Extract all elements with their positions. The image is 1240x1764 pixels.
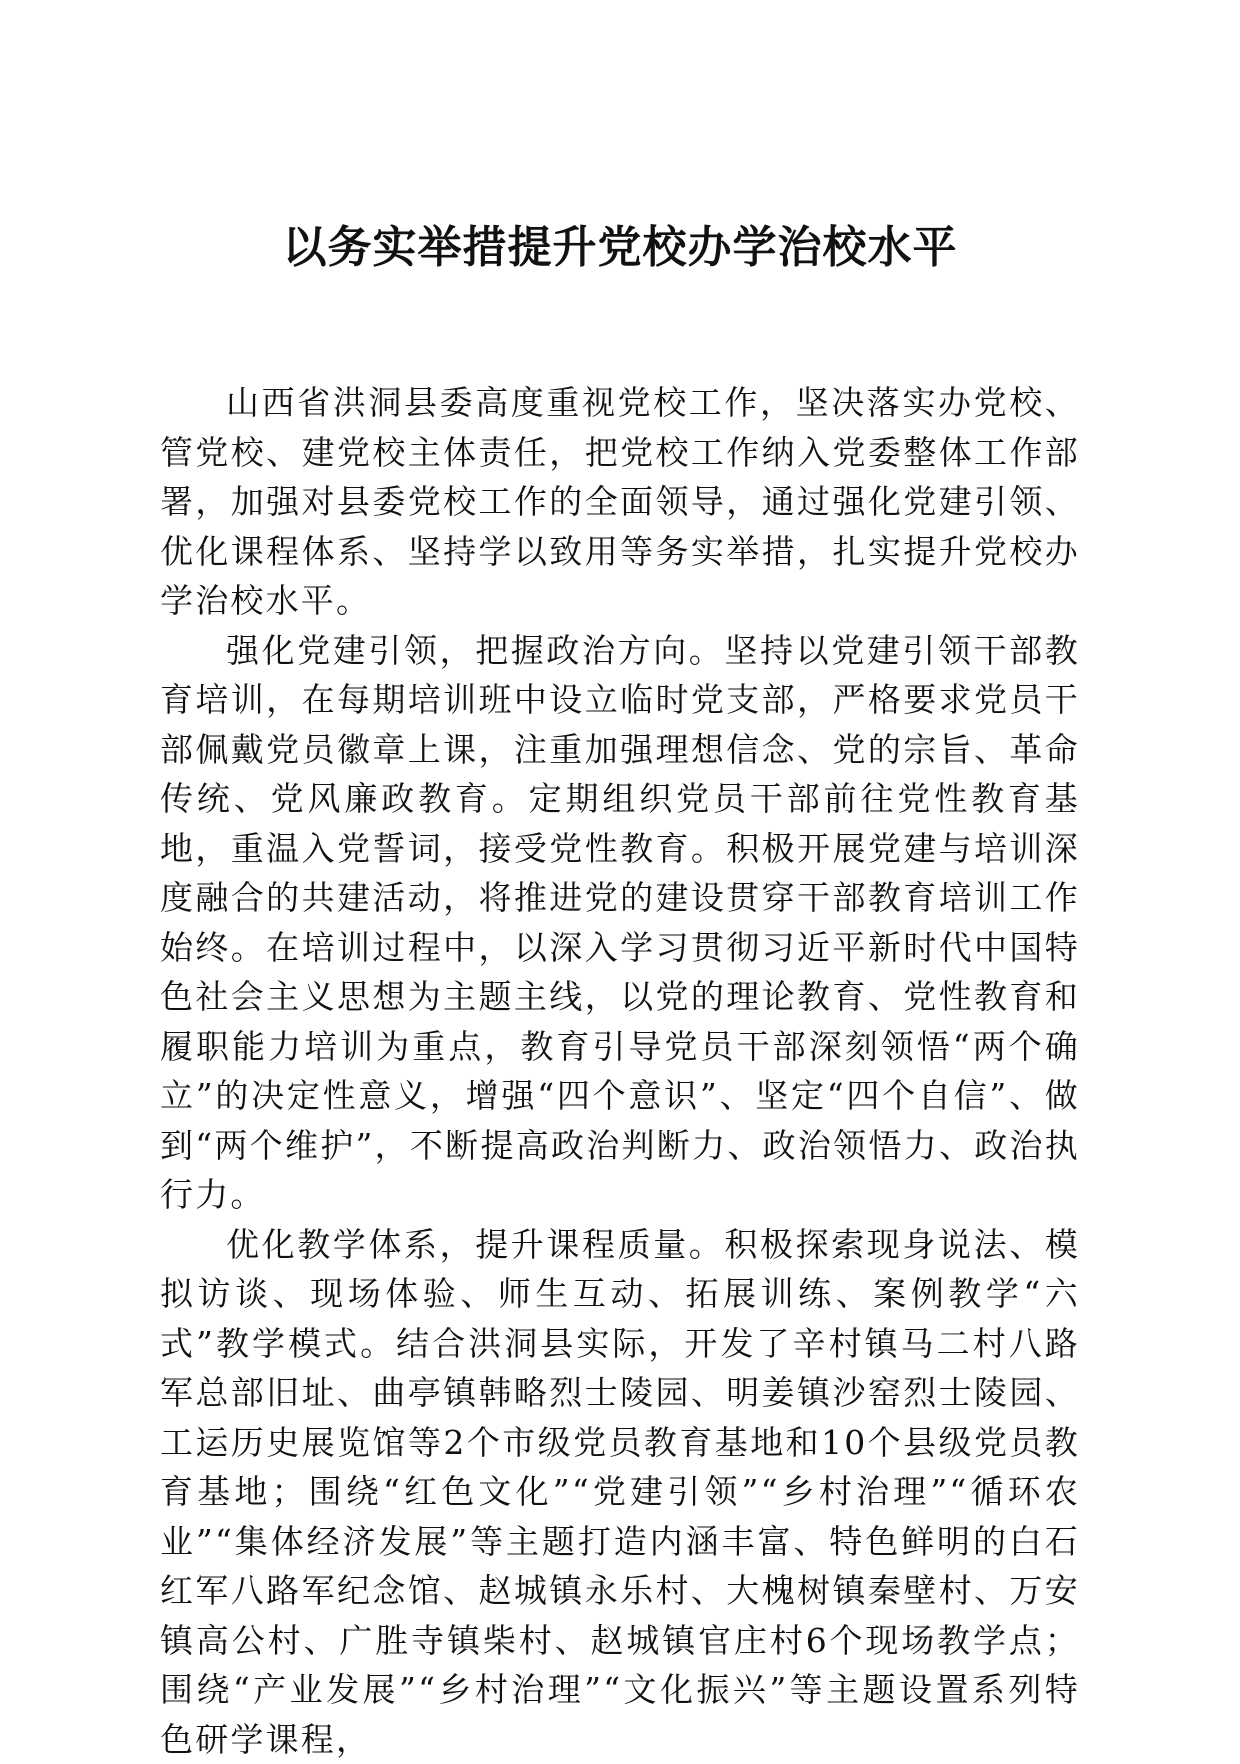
document-title: 以务实举措提升党校办学治校水平 [0,220,1240,276]
paragraph-party-building: 强化党建引领，把握政治方向。坚持以党建引领干部教育培训，在每期培训班中设立临时党支部，严格要求党员干部佩戴党员徽章上课，注重加强理想信念、党的宗旨、革命传统、党风廉政教育。定期组织党员干部前往党性教育基地，重温入党誓词，接受党性教育。积极开展党建与培训深度融合的共建活动，将推进党的建设贯穿干部教育培训工作始终。在培训过程中，以深入学习贯彻习近平新时代中国特色社会主义思想为主题主线，以党的理论教育、党性教育和履职能力培训为重点，教育引导党员干部深刻领悟“两个确立”的决定性意义，增强“四个意识”、坚定“四个自信”、做到“两个维护”，不断提高政治判断力、政治领悟力、政治执行力。 [160,626,1080,1220]
document-body [160,378,1080,1764]
paragraph-intro: 山西省洪洞县委高度重视党校工作，坚决落实办党校、管党校、建党校主体责任，把党校工作纳入党委整体工作部署，加强对县委党校工作的全面领导，通过强化党建引领、优化课程体系、坚持学以致用等务实举措，扎实提升党校办学治校水平。 [160,378,1080,626]
paragraph-teaching-system: 优化教学体系，提升课程质量。积极探索现身说法、模拟访谈、现场体验、师生互动、拓展训练、案例教学“六式”教学模式。结合洪洞县实际，开发了辛村镇马二村八路军总部旧址、曲亭镇韩略烈士陵园、明姜镇沙窑烈士陵园、工运历史展览馆等2个市级党员教育基地和10个县级党员教育基地；围绕“红色文化”“党建引领”“乡村治理”“循环农业”“集体经济发展”等主题打造内涵丰富、特色鲜明的白石红军八路军纪念馆、赵城镇永乐村、大槐树镇秦壁村、万安镇高公村、广胜寺镇柴村、赵城镇官庄村6个现场教学点；围绕“产业发展”“乡村治理”“文化振兴”等主题设置系列特色研学课程， [160,1220,1080,1764]
